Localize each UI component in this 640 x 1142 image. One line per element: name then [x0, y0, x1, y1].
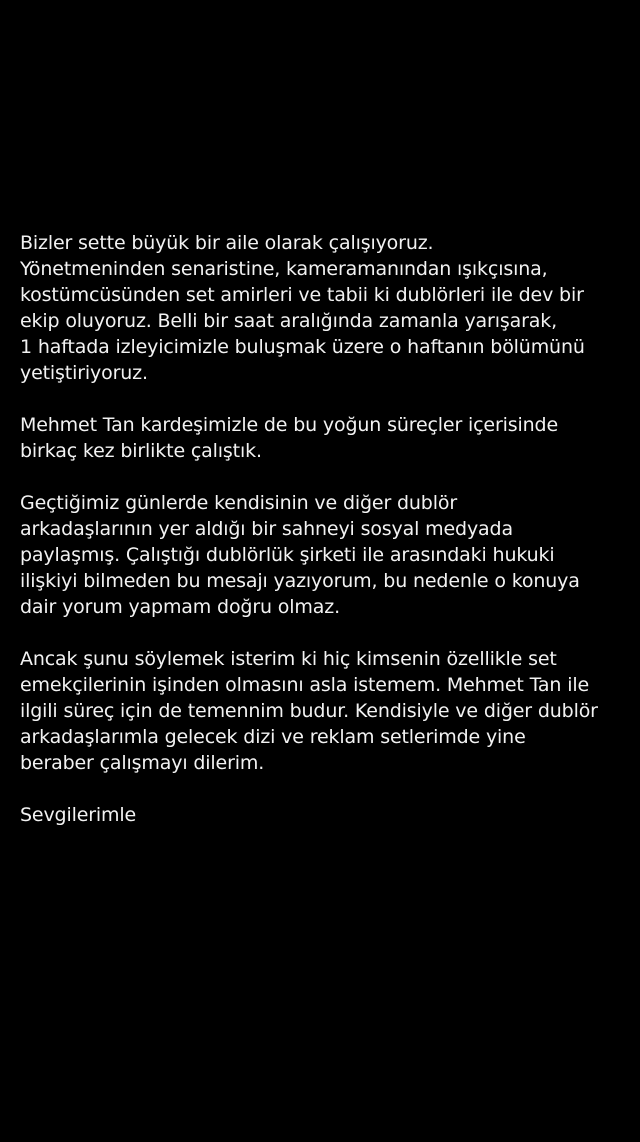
text-line: paylaşmış. Çalıştığı dublörlük şirketi ile arasındaki hukuki	[20, 544, 555, 566]
text-line: Geçtiğimiz günlerde kendisinin ve diğer dublör	[20, 492, 457, 514]
text-line: emekçilerinin işinden olmasını asla istemem. Mehmet Tan ile	[20, 674, 589, 696]
sign-off: Sevgilerimle	[20, 804, 137, 826]
paragraph-intro	[20, 230, 630, 386]
text-line: Bizler sette büyük bir aile olarak çalışıyoruz.	[20, 232, 434, 254]
paragraph-signoff	[20, 802, 630, 828]
story-text	[20, 230, 630, 828]
paragraph-social-media	[20, 490, 630, 620]
text-line: arkadaşlarımla gelecek dizi ve reklam setlerimde yine	[20, 726, 526, 748]
text-line: ilgili süreç için de temennim budur. Kendisiyle ve diğer dublör	[20, 700, 598, 722]
text-line: ilişkiyi bilmeden bu mesajı yazıyorum, bu nedenle o konuya	[20, 570, 580, 592]
text-line: beraber çalışmayı dilerim.	[20, 752, 265, 774]
text-line: birkaç kez birlikte çalıştık.	[20, 440, 262, 462]
text-line: Yönetmeninden senaristine, kameramanından ışıkçısına,	[20, 258, 548, 280]
text-line: 1 haftada izleyicimizle buluşmak üzere o haftanın bölümünü	[20, 336, 585, 358]
text-line: arkadaşlarının yer aldığı bir sahneyi sosyal medyada	[20, 518, 513, 540]
text-line: Mehmet Tan kardeşimizle de bu yoğun süreçler içerisinde	[20, 414, 558, 436]
paragraph-wish	[20, 646, 630, 776]
text-line: Ancak şunu söylemek isterim ki hiç kimsenin özellikle set	[20, 648, 557, 670]
text-line: dair yorum yapmam doğru olmaz.	[20, 596, 340, 618]
paragraph-mehmet-tan	[20, 412, 630, 464]
text-line: yetiştiriyoruz.	[20, 362, 148, 384]
text-line: kostümcüsünden set amirleri ve tabii ki dublörleri ile dev bir	[20, 284, 584, 306]
text-line: ekip oluyoruz. Belli bir saat aralığında zamanla yarışarak,	[20, 310, 557, 332]
